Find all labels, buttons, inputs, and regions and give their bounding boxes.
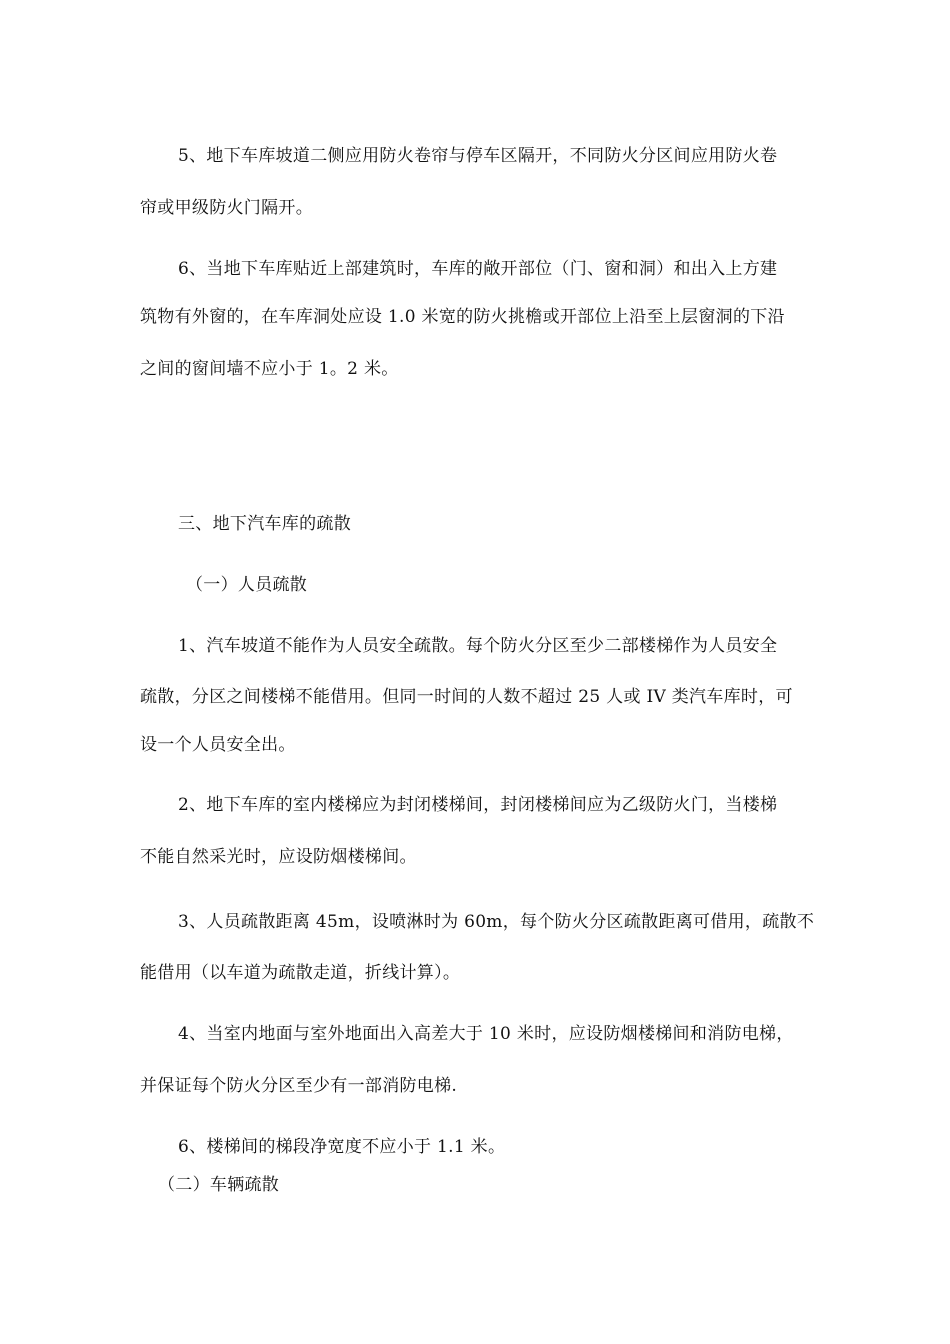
- paragraph-5-line-1: 5、地下车库坡道二侧应用防火卷帘与停车区隔开，不同防火分区间应用防火卷: [178, 146, 778, 166]
- section-3-heading: 三、地下汽车库的疏散: [178, 514, 351, 534]
- item-2-line-2: 不能自然采光时，应设防烟楼梯间。: [140, 847, 417, 867]
- paragraph-6-line-3: 之间的窗间墙不应小于 1。2 米。: [140, 359, 399, 379]
- item-1-line-1: 1、汽车坡道不能作为人员安全疏散。每个防火分区至少二部楼梯作为人员安全: [178, 636, 778, 656]
- item-1-line-3: 设一个人员安全出。: [140, 735, 296, 755]
- subsection-2-heading: （二）车辆疏散: [158, 1175, 280, 1195]
- item-1-line-2: 疏散，分区之间楼梯不能借用。但同一时间的人数不超过 25 人或 IV 类汽车库时，可: [140, 687, 793, 707]
- item-3-line-2: 能借用（以车道为疏散走道，折线计算）。: [140, 963, 461, 983]
- item-4-line-2: 并保证每个防火分区至少有一部消防电梯.: [140, 1076, 458, 1096]
- item-6-line-1: 6、楼梯间的梯段净宽度不应小于 1.1 米。: [178, 1137, 506, 1157]
- paragraph-6-line-2: 筑物有外窗的，在车库洞处应设 1.0 米宽的防火挑檐或开部位上沿至上层窗洞的下沿: [140, 307, 785, 327]
- item-2-line-1: 2、地下车库的室内楼梯应为封闭楼梯间，封闭楼梯间应为乙级防火门，当楼梯: [178, 795, 778, 815]
- paragraph-5-line-2: 帘或甲级防火门隔开。: [140, 198, 313, 218]
- paragraph-6-line-1: 6、当地下车库贴近上部建筑时，车库的敞开部位（门、窗和洞）和出入上方建: [178, 259, 778, 279]
- subsection-1-heading: （一）人员疏散: [186, 575, 308, 595]
- item-4-line-1: 4、当室内地面与室外地面出入高差大于 10 米时，应设防烟楼梯间和消防电梯，: [178, 1024, 794, 1044]
- item-3-line-1: 3、人员疏散距离 45m，设喷淋时为 60m，每个防火分区疏散距离可借用，疏散不: [178, 912, 815, 932]
